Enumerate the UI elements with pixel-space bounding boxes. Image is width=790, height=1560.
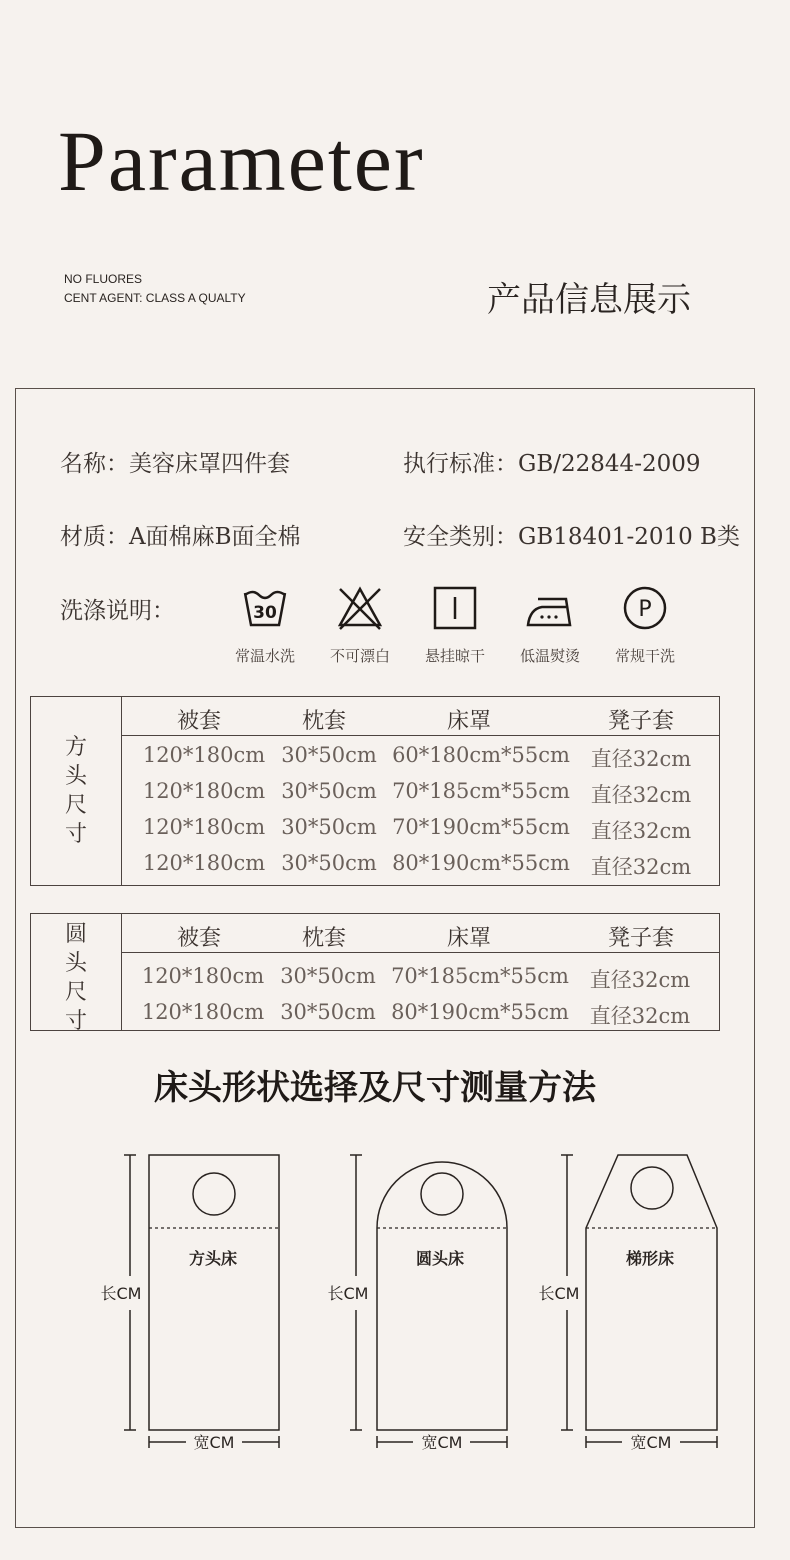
table-cell: 30*50cm	[281, 815, 377, 839]
table-header: 枕套	[301, 926, 346, 951]
iron-low-icon	[524, 585, 576, 631]
care-text-hang-dry: 悬挂晾干	[424, 647, 485, 665]
table-cell: 30*50cm	[280, 1000, 376, 1024]
bed-name: 圆头床	[415, 1249, 465, 1268]
length-label: 长CM	[100, 1284, 142, 1303]
table-header: 凳子套	[607, 926, 674, 951]
table-cell: 120*180cm	[142, 851, 266, 875]
table-cell: 直径32cm	[590, 783, 692, 807]
subtitle-line-2: CENT AGENT: CLASS A QUALTY	[64, 291, 246, 305]
care-text-iron: 低温熨烫	[519, 647, 580, 665]
round-size-table	[30, 913, 720, 1034]
table-cell: 80*190cm*55cm	[392, 851, 570, 875]
wash-30-icon	[241, 585, 289, 631]
square-size-table	[30, 696, 720, 886]
table-cell: 60*180cm*55cm	[392, 743, 570, 767]
hang-dry-icon	[431, 585, 479, 631]
table-cell: 直径32cm	[590, 855, 692, 879]
width-label: 宽CM	[630, 1433, 672, 1452]
care-label: 洗涤说明：	[60, 598, 175, 624]
table-header: 床罩	[446, 926, 491, 951]
length-label: 长CM	[327, 1284, 369, 1303]
care-item-dry-clean	[605, 585, 685, 666]
care-item-hang-dry	[415, 585, 495, 666]
product-material: 材质：A面棉麻B面全棉	[60, 524, 301, 550]
table-cell: 120*180cm	[142, 815, 266, 839]
table-divider	[122, 952, 719, 953]
table-cell: 120*180cm	[141, 1000, 265, 1024]
square-bed-diagram	[101, 1155, 279, 1452]
length-label: 长CM	[538, 1284, 580, 1303]
table-cell: 30*50cm	[280, 964, 376, 988]
table-header: 床罩	[446, 709, 491, 734]
care-text-no-bleach: 不可漂白	[329, 647, 390, 665]
bed-diagrams	[0, 1140, 790, 1460]
width-label: 宽CM	[421, 1433, 463, 1452]
table-cell: 120*180cm	[142, 779, 266, 803]
table-cell: 70*185cm*55cm	[392, 779, 570, 803]
table-divider	[121, 697, 122, 885]
table-cell: 直径32cm	[589, 1004, 691, 1028]
care-item-wash	[225, 585, 305, 666]
width-label: 宽CM	[193, 1433, 235, 1452]
table-cell: 直径32cm	[590, 819, 692, 843]
table-cell: 120*180cm	[142, 743, 266, 767]
measure-title: 床头形状选择及尺寸测量方法	[154, 1068, 596, 1108]
care-text-dry-clean: 常规干洗	[614, 647, 675, 665]
bed-name: 方头床	[188, 1249, 238, 1268]
care-text-wash: 常温水洗	[234, 647, 295, 665]
page-title: Parameter	[58, 113, 425, 209]
table-cell: 30*50cm	[281, 851, 377, 875]
care-item-no-bleach	[320, 585, 400, 666]
round-bed-diagram	[328, 1155, 507, 1452]
round-side-label: 圆 头 尺 寸	[64, 922, 87, 1034]
table-divider	[122, 735, 719, 736]
product-name: 名称：美容床罩四件套	[60, 451, 290, 477]
trapezoid-bed-diagram	[539, 1155, 717, 1452]
product-standard: 执行标准：GB/22844-2009	[403, 451, 701, 477]
no-bleach-icon	[336, 585, 384, 631]
dry-clean-p-icon	[621, 585, 669, 631]
care-item-iron	[510, 585, 590, 666]
table-header: 枕套	[301, 709, 346, 734]
table-divider	[121, 914, 122, 1030]
table-cell: 70*190cm*55cm	[392, 815, 570, 839]
table-header: 被套	[176, 926, 221, 951]
bed-name: 梯形床	[625, 1249, 675, 1268]
table-cell: 120*180cm	[141, 964, 265, 988]
section-heading: 产品信息展示	[487, 280, 691, 320]
table-header: 被套	[176, 709, 221, 734]
dry-clean-letter: P	[638, 597, 652, 622]
wash-temp-text: 30	[253, 603, 277, 623]
table-cell: 70*185cm*55cm	[391, 964, 569, 988]
product-safety: 安全类别：GB18401-2010 B类	[403, 524, 740, 550]
table-cell: 30*50cm	[281, 779, 377, 803]
table-cell: 30*50cm	[281, 743, 377, 767]
square-side-label: 方 头 尺 寸	[64, 735, 87, 847]
table-cell: 直径32cm	[589, 968, 691, 992]
table-cell: 80*190cm*55cm	[391, 1000, 569, 1024]
subtitle-line-1: NO FLUORES	[64, 272, 143, 286]
table-header: 凳子套	[607, 709, 674, 734]
table-cell: 直径32cm	[590, 747, 692, 771]
